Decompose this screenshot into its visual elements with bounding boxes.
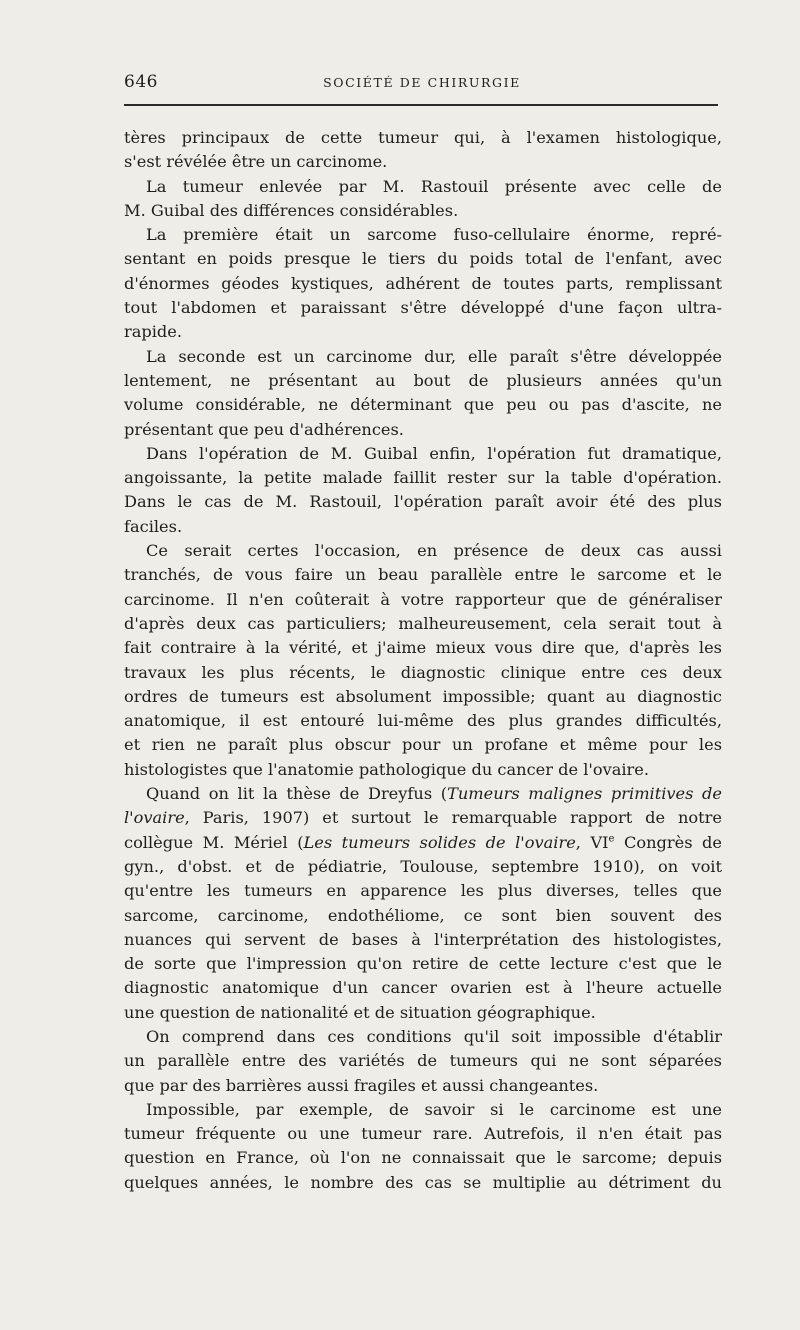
text-line: d'après deux cas particuliers; malheureusement, cela serait tout à (124, 613, 722, 633)
text-line: fait contraire à la vérité, et j'aime mieux vous dire que, d'après les (124, 638, 722, 658)
text-line: un parallèle entre des variétés de tumeurs qui ne sont séparées (124, 1051, 722, 1071)
text-line: anatomique, il est entouré lui-même des plus grandes difficultés, (124, 711, 722, 731)
text-line: d'énormes géodes kystiques, adhérent de toutes parts, remplissant (124, 273, 722, 293)
text-line: tout l'abdomen et paraissant s'être développé d'une façon ultra- (124, 298, 722, 318)
body-text (124, 126, 722, 1195)
citation-title: Les tumeurs solides de l'ovaire (303, 832, 576, 852)
citation-title: l'ovaire (124, 808, 185, 828)
text-line: tères principaux de cette tumeur qui, à l'examen histologique, (124, 128, 722, 147)
text-line: On comprend dans ces conditions qu'il soit impossible d'établir (146, 1026, 722, 1046)
text-line: Ce serait certes l'occasion, en présence de deux cas aussi (146, 541, 722, 561)
text-line: Impossible, par exemple, de savoir si le carcinome est une (146, 1099, 722, 1119)
text-line: M. Guibal des différences considérables. (124, 200, 459, 220)
text-line: histologistes que l'anatomie pathologique du cancer de l'ovaire. (124, 759, 650, 779)
text-span: , Paris, 1907) et surtout le remarquable rapport de notre (184, 808, 722, 828)
text-line: Dans le cas de M. Rastouil, l'opération paraît avoir été des plus (124, 492, 722, 512)
text-line: une question de nationalité et de situation géographique. (124, 1002, 596, 1022)
running-title: SOCIÉTÉ DE CHIRURGIE (323, 75, 521, 90)
page-number: 646 (124, 72, 158, 92)
text-line: s'est révélée être un carcinome. (124, 152, 388, 172)
text-line: tranchés, de vous faire un beau parallèle entre le sarcome et le (124, 565, 722, 585)
text-line: lentement, ne présentant au bout de plusieurs années qu'un (124, 370, 722, 390)
text-line: tumeur fréquente ou une tumeur rare. Autrefois, il n'en était pas (124, 1124, 722, 1144)
text-line: qu'entre les tumeurs en apparence les plus diverses, telles que (124, 881, 722, 901)
text-line: La première était un sarcome fuso-cellulaire énorme, repré- (146, 225, 722, 245)
text-span: Quand on lit la thèse de Dreyfus ( (146, 784, 448, 804)
text-line: carcinome. Il n'en coûterait à votre rapporteur que de généraliser (124, 589, 722, 609)
text-line: présentant que peu d'adhérences. (124, 419, 404, 439)
text-span: collègue M. Mériel ( (124, 832, 304, 852)
text-line: ordres de tumeurs est absolument impossible; quant au diagnostic (124, 686, 722, 706)
text-line: et rien ne paraît plus obscur pour un profane et même pour les (124, 735, 722, 755)
text-line: Dans l'opération de M. Guibal enfin, l'opération fut dramatique, (146, 443, 722, 463)
text-span: , VI (575, 832, 609, 852)
text-line: que par des barrières aussi fragiles et aussi changeantes. (124, 1075, 599, 1095)
text-line (124, 831, 722, 855)
text-line: quelques années, le nombre des cas se multiplie au détriment du (124, 1172, 722, 1192)
text-line: gyn., d'obst. et de pédiatrie, Toulouse, septembre 1910), on voit (124, 856, 722, 876)
text-line (124, 782, 722, 806)
text-line: nuances qui servent de bases à l'interprétation des histologistes, (124, 929, 722, 949)
text-line: La tumeur enlevée par M. Rastouil présente avec celle de (146, 176, 722, 196)
text-line: angoissante, la petite malade faillit rester sur la table d'opération. (124, 468, 722, 488)
text-line: faciles. (124, 516, 183, 536)
header-rule (124, 104, 718, 106)
text-line: La seconde est un carcinome dur, elle paraît s'être développée (146, 346, 722, 366)
text-line (124, 806, 722, 830)
text-line: rapide. (124, 322, 183, 342)
text-line: sentant en poids presque le tiers du poids total de l'enfant, avec (124, 249, 722, 269)
text-line: volume considérable, ne déterminant que peu ou pas d'ascite, ne (124, 395, 722, 415)
text-line: de sorte que l'impression qu'on retire de cette lecture c'est que le (124, 954, 722, 974)
text-line: sarcome, carcinome, endothéliome, ce sont bien souvent des (124, 905, 722, 925)
text-line: diagnostic anatomique d'un cancer ovarien est à l'heure actuelle (124, 978, 722, 998)
text-line: question en France, où l'on ne connaissait que le sarcome; depuis (124, 1148, 722, 1168)
page-header (124, 72, 720, 94)
text-span: Congrès de (614, 832, 722, 852)
text-line: travaux les plus récents, le diagnostic clinique entre ces deux (124, 662, 722, 682)
citation-title: Tumeurs malignes primitives de (447, 784, 722, 804)
superscript: e (608, 833, 615, 845)
